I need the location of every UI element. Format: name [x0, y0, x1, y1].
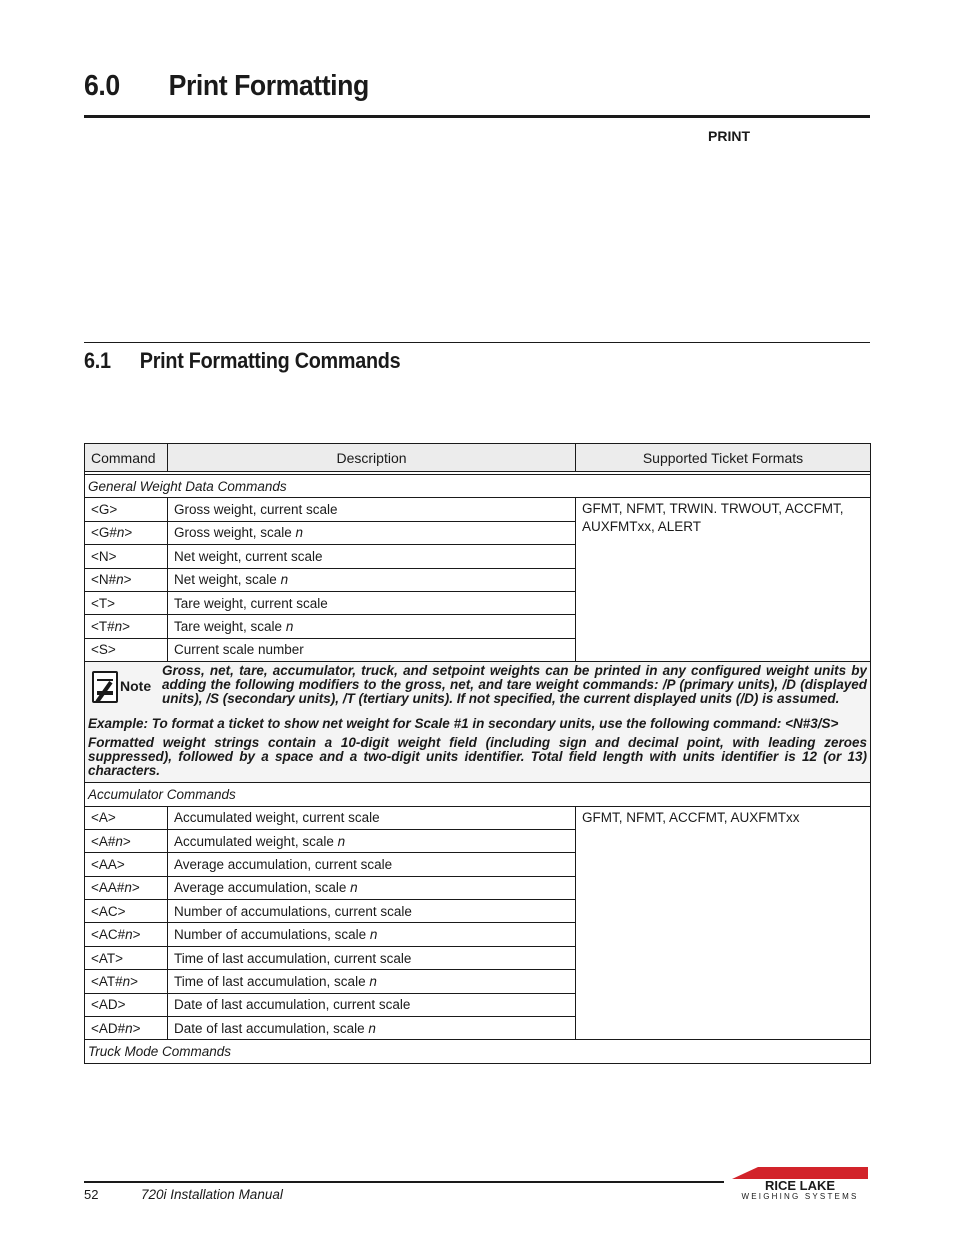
subsection-title — [84, 348, 400, 374]
logo-text-bottom: WEIGHING SYSTEMS — [741, 1192, 859, 1201]
print-key-label: PRINT — [708, 128, 750, 144]
description-cell: Average accumulation, scale n — [168, 876, 576, 899]
section-row-truck — [85, 1040, 871, 1063]
description-cell: Date of last accumulation, current scale — [168, 993, 576, 1016]
description-cell: Time of last accumulation, current scale — [168, 946, 576, 969]
manual-title: 720i Installation Manual — [141, 1187, 283, 1202]
description-cell: Net weight, scale n — [168, 568, 576, 591]
note-text: Gross, net, tare, accumulator, truck, and setpoint weights can be printed in any configured weight units by adding the following modifiers to the gross, net, and tare weight commands: /P (primary units), /D (displayed units), /S (secondary units), /T (tertiary units). If not specified, the current displayed units (/D) is assumed. — [162, 664, 867, 707]
subsection-rule — [84, 342, 870, 343]
note-icon — [88, 668, 160, 712]
command-cell: <AT#n> — [85, 970, 168, 993]
rice-lake-logo — [730, 1165, 870, 1201]
note-cell — [85, 662, 871, 783]
command-cell: <AC> — [85, 900, 168, 923]
command-cell: <N#n> — [85, 568, 168, 591]
description-cell: Number of accumulations, scale n — [168, 923, 576, 946]
note-formatted: Formatted weight strings contain a 10-digit weight field (including sign and decimal point, with leading zeroes suppressed), followed by a space and a two-digit units identifier. Total field length with units identifier is 12 (or 13) characters. — [88, 735, 867, 779]
subsection-title-text: Print Formatting Commands — [139, 348, 401, 373]
command-cell: <AA> — [85, 853, 168, 876]
footer-rule — [84, 1181, 724, 1183]
command-cell: <S> — [85, 638, 168, 661]
command-cell: <G> — [85, 498, 168, 521]
table-header-row — [85, 444, 871, 472]
description-cell: Time of last accumulation, scale n — [168, 970, 576, 993]
accumulator-command-row — [85, 806, 871, 829]
note-row — [85, 662, 871, 783]
section-number: 6.0 — [84, 70, 120, 102]
description-cell: Average accumulation, current scale — [168, 853, 576, 876]
note-example: Example: To format a ticket to show net weight for Scale #1 in secondary units, use the following command: <N#3/S> — [88, 716, 839, 732]
print-commands-table — [84, 443, 871, 1064]
header-command: Command — [85, 444, 168, 472]
section-row-accumulator — [85, 783, 871, 806]
command-cell: <T#n> — [85, 615, 168, 638]
description-cell: Current scale number — [168, 638, 576, 661]
command-cell: <G#n> — [85, 521, 168, 544]
section-label-accumulator: Accumulator Commands — [85, 783, 871, 806]
title-rule — [84, 115, 870, 118]
section-label-general: General Weight Data Commands — [85, 475, 871, 498]
accumulator-command-formats-cell: GFMT, NFMT, ACCFMT, AUXFMTxx — [576, 806, 871, 1040]
table-body — [85, 472, 871, 1064]
note-label: Note — [120, 678, 152, 695]
command-cell: <AT> — [85, 946, 168, 969]
description-cell: Gross weight, current scale — [168, 498, 576, 521]
description-cell: Accumulated weight, scale n — [168, 829, 576, 852]
header-formats: Supported Ticket Formats — [576, 444, 871, 472]
logo-text-top: RICE LAKE — [764, 1178, 836, 1193]
command-cell: <T> — [85, 591, 168, 614]
command-cell: <N> — [85, 545, 168, 568]
command-cell: <AC#n> — [85, 923, 168, 946]
section-label-truck: Truck Mode Commands — [85, 1040, 871, 1063]
page-title — [84, 70, 369, 103]
command-cell: <AD#n> — [85, 1017, 168, 1040]
general-command-formats-cell: GFMT, NFMT, TRWIN. TRWOUT, ACCFMT, AUXFMTxx, ALERT — [576, 498, 871, 662]
section-row-general — [85, 475, 871, 498]
general-command-row — [85, 498, 871, 521]
subsection-number: 6.1 — [84, 348, 111, 373]
description-cell: Gross weight, scale n — [168, 521, 576, 544]
command-cell: <AD> — [85, 993, 168, 1016]
header-description: Description — [168, 444, 576, 472]
description-cell: Number of accumulations, current scale — [168, 900, 576, 923]
description-cell: Date of last accumulation, scale n — [168, 1017, 576, 1040]
command-cell: <A> — [85, 806, 168, 829]
section-title: Print Formatting — [168, 70, 369, 102]
page-number: 52 — [84, 1187, 99, 1202]
description-cell: Accumulated weight, current scale — [168, 806, 576, 829]
description-cell: Tare weight, current scale — [168, 591, 576, 614]
description-cell: Tare weight, scale n — [168, 615, 576, 638]
command-cell: <A#n> — [85, 829, 168, 852]
description-cell: Net weight, current scale — [168, 545, 576, 568]
command-cell: <AA#n> — [85, 876, 168, 899]
